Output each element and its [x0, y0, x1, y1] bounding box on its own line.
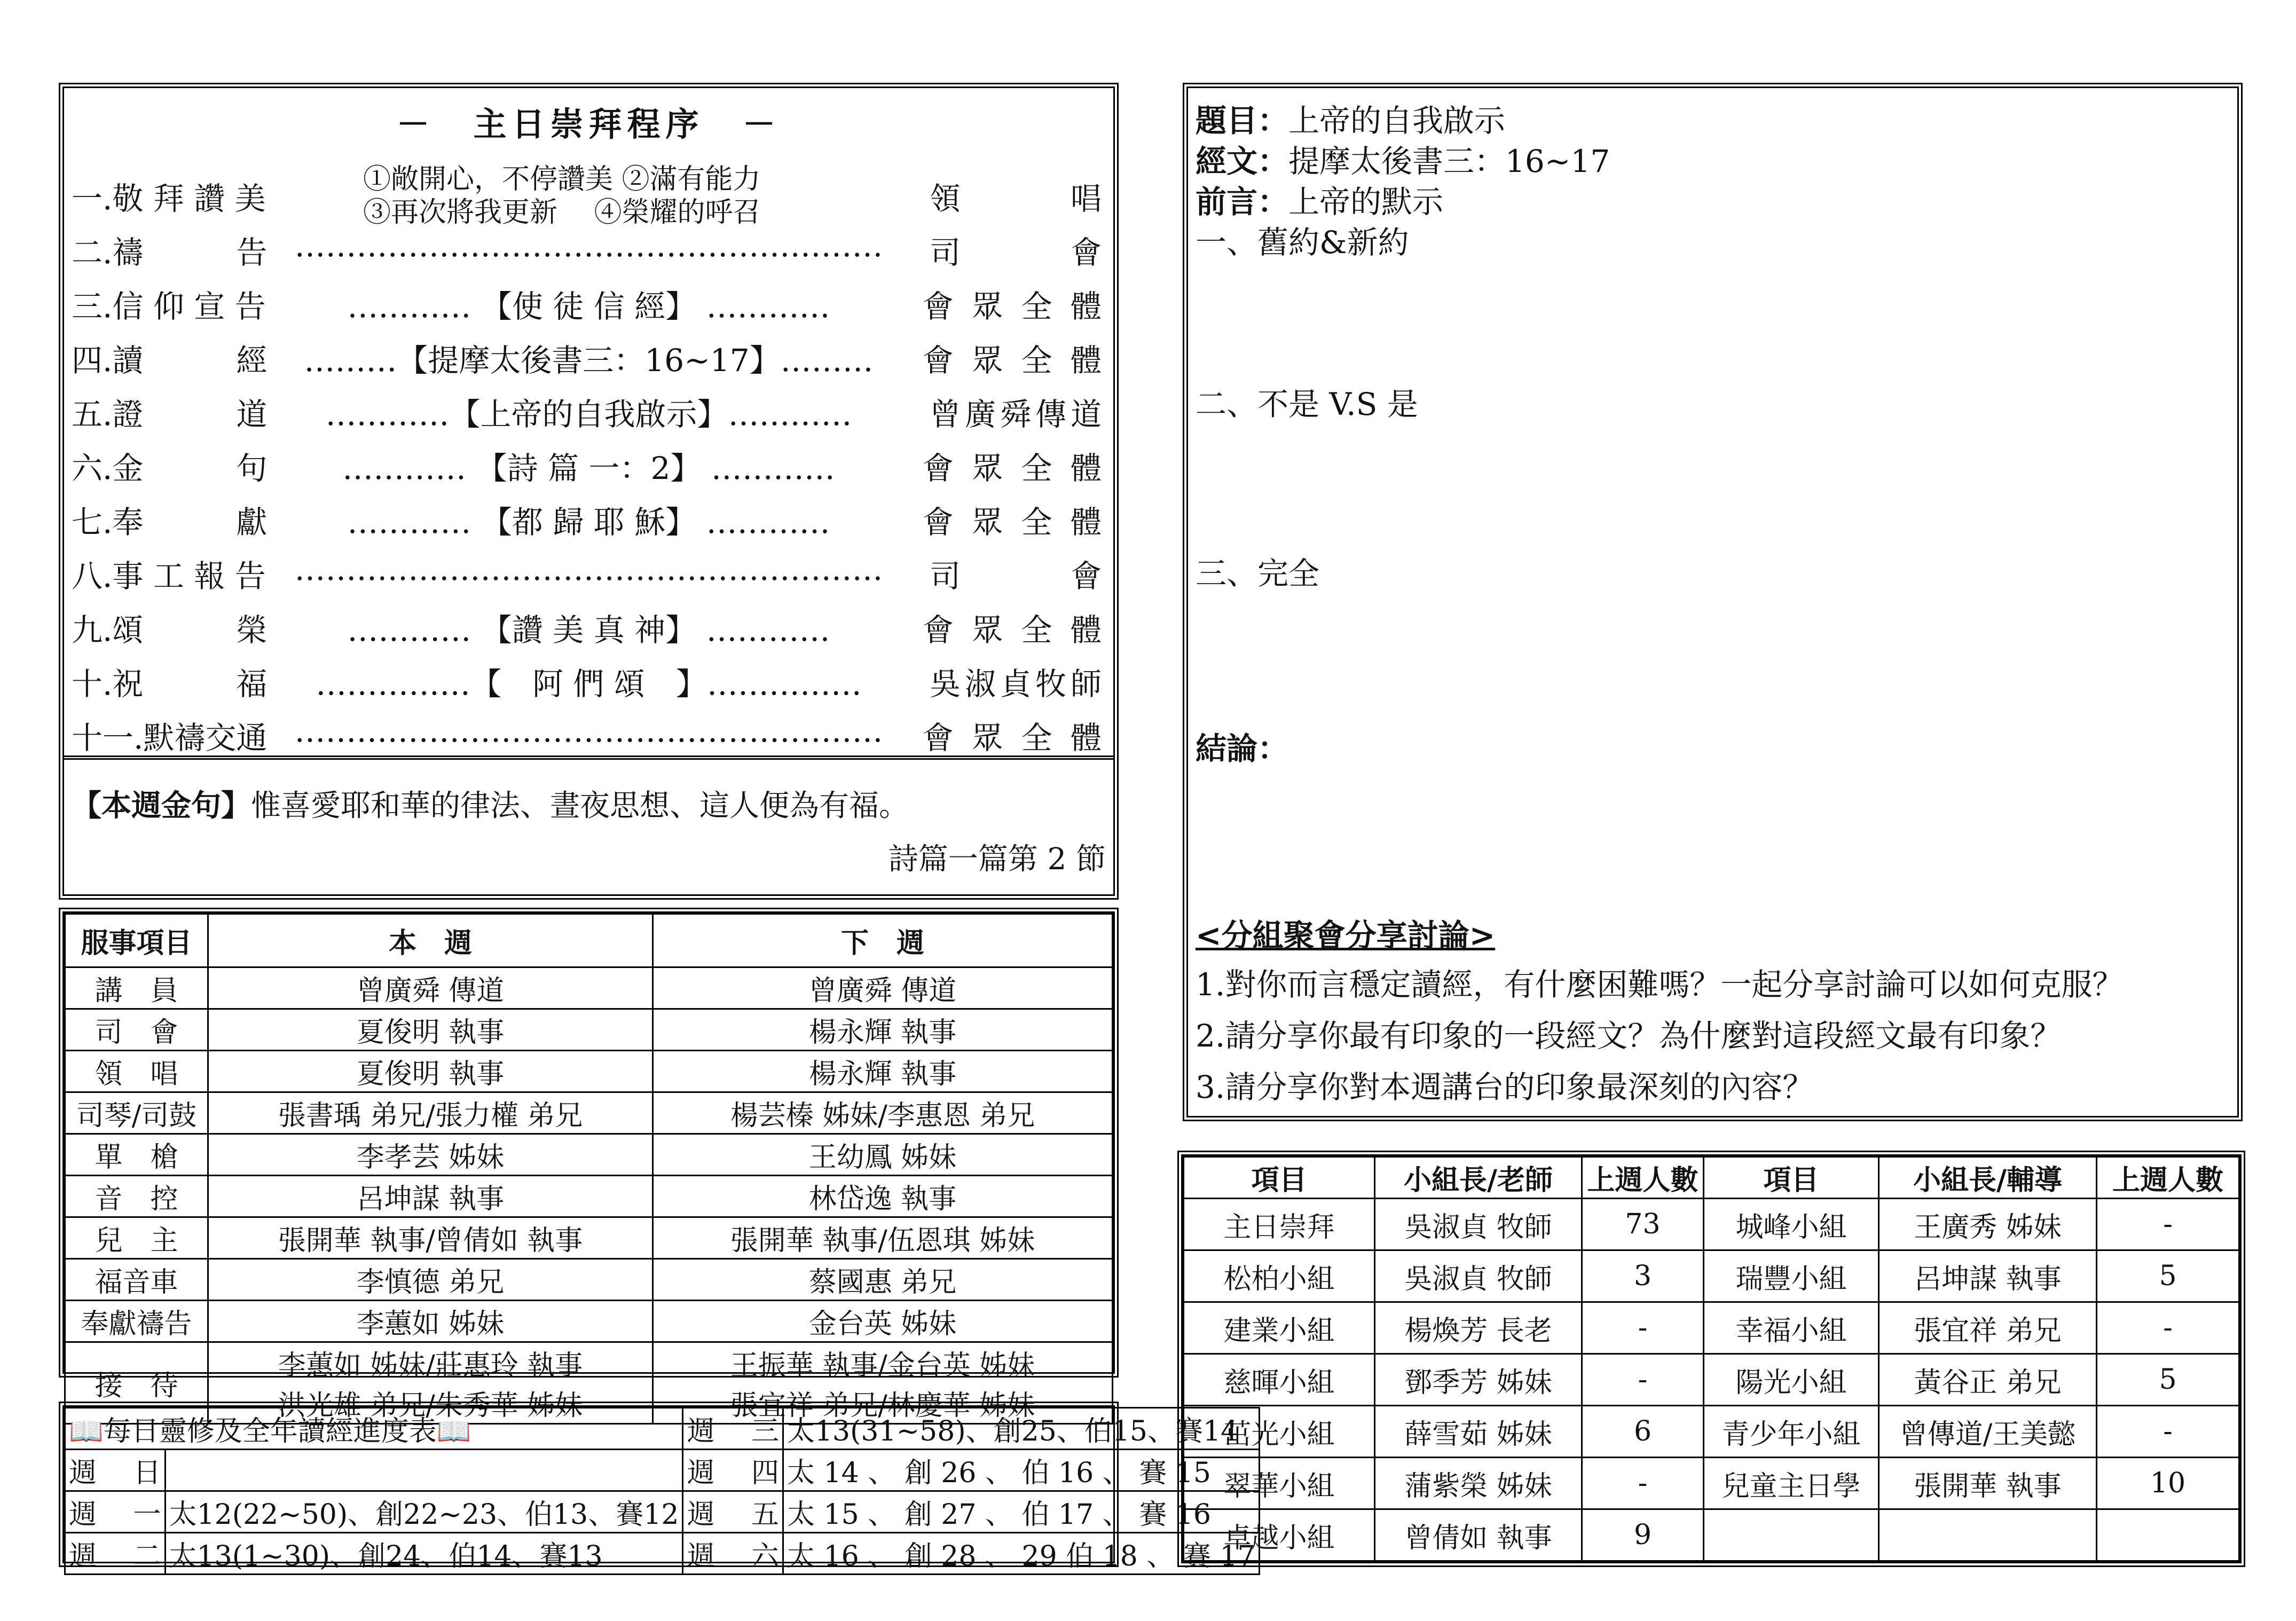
- group-name: [1704, 1509, 1879, 1561]
- sermon-topic-label: 題目：: [1196, 103, 1289, 139]
- group-leader: 吳淑貞 牧師: [1375, 1199, 1582, 1250]
- group-leader: 黃谷正 弟兄: [1879, 1354, 2097, 1406]
- sermon-intro: [1196, 177, 1443, 222]
- service-role: 單 槍: [65, 1134, 208, 1176]
- group-name: 幸福小組: [1704, 1302, 1879, 1354]
- program-item-leader: 會 眾 全 體: [922, 288, 1106, 325]
- group-attendance: -: [2097, 1302, 2239, 1354]
- group-name: 慈暉小組: [1184, 1354, 1375, 1406]
- program-row: [72, 551, 1106, 594]
- sermon-notes-box: [1183, 83, 2243, 1121]
- group-name: 松柏小組: [1184, 1250, 1375, 1302]
- service-next-week: 楊永輝 執事: [653, 1051, 1113, 1092]
- program-row: [72, 443, 1106, 486]
- program-item-detail: ………… 【讚 美 真 神】 …………: [347, 612, 830, 648]
- program-item-detail: ………… 【使 徒 信 經】 …………: [347, 288, 830, 325]
- weekly-verse-reference: 詩篇一篇第 2 節: [888, 842, 1106, 877]
- service-table: [64, 913, 1113, 1425]
- service-role: 福音車: [65, 1259, 208, 1301]
- program-item-detail: …………………………………………………: [294, 551, 883, 587]
- service-role: 司 會: [65, 1009, 208, 1051]
- program-item-name: 一.敬 拜 讚 美: [72, 180, 266, 217]
- program-item-name: 八.事 工 報 告: [72, 558, 266, 594]
- devotion-reading: 太 14 、 創 26 、 伯 16 、 賽 15: [783, 1450, 1259, 1491]
- service-this-week: 張書瑀 弟兄/張力權 弟兄: [208, 1092, 653, 1134]
- discussion-question-2: 2.請分享你最有印象的一段經文？為什麼對這段經文最有印象？: [1196, 1018, 2062, 1054]
- sermon-topic-text: 上帝的自我啟示: [1288, 103, 1506, 139]
- service-row: [65, 1009, 1113, 1051]
- group-leader: 呂坤謀 執事: [1879, 1250, 2097, 1302]
- program-row: [72, 335, 1106, 378]
- reception-name-line: 李蕙如 姊妹/莊惠玲 執事: [278, 1350, 583, 1382]
- devotion-reading: 太 15 、 創 27 、 伯 17 、 賽 16: [783, 1491, 1259, 1533]
- group-attendance: -: [1582, 1354, 1704, 1406]
- group-row: [1184, 1302, 2239, 1354]
- service-rows: [65, 967, 1113, 1424]
- service-role: 兒 主: [65, 1217, 208, 1259]
- group-row: [1184, 1509, 2239, 1561]
- program-title: － 主日崇拜程序 －: [396, 105, 781, 144]
- program-item-leader: 司 會: [929, 558, 1106, 594]
- program-item-name: 四.讀 經: [72, 342, 268, 379]
- program-row: [72, 389, 1106, 432]
- group-header: 上週人數: [1582, 1157, 1704, 1199]
- service-next-week: 曾廣舜 傳道: [653, 967, 1113, 1009]
- group-leader: 曾傳道/王美懿: [1879, 1406, 2097, 1458]
- devotion-reading: 太13(1~30)、創24、伯14、賽13: [165, 1533, 683, 1575]
- service-next-week: 林岱逸 執事: [653, 1176, 1113, 1217]
- group-leader: 吳淑貞 牧師: [1375, 1250, 1582, 1302]
- group-leader: 楊煥芳 長老: [1375, 1302, 1582, 1354]
- program-item-leader: 會 眾 全 體: [922, 504, 1106, 540]
- service-header-item: 服事項目: [65, 914, 208, 967]
- discussion-question-3: 3.請分享你對本週講台的印象最深刻的內容？: [1196, 1069, 1814, 1105]
- group-rows: [1184, 1199, 2239, 1561]
- program-item-detail: ……………【 阿 們 頌 】……………: [316, 666, 862, 702]
- group-name: 建業小組: [1184, 1302, 1375, 1354]
- sermon-topic: [1196, 96, 1505, 140]
- group-attendance: -: [2097, 1199, 2239, 1250]
- sermon-point-2: 二、不是 V.S 是: [1196, 386, 1418, 422]
- verse-divider: [64, 756, 1113, 760]
- group-header: 小組長/輔導: [1879, 1157, 2097, 1199]
- program-item-name: 十.祝 福: [72, 666, 268, 702]
- weekly-verse: [72, 782, 909, 825]
- sermon-point-3: 三、完全: [1196, 555, 1320, 592]
- sermon-scripture-label: 經文：: [1196, 143, 1289, 179]
- hymn-list-line-2: ③再次將我更新 ④榮耀的呼召: [363, 196, 761, 229]
- program-item-name: 七.奉 獻: [72, 504, 268, 540]
- devotion-table: [64, 1407, 1260, 1575]
- service-next-week: 楊芸榛 姊妹/李惠恩 弟兄: [653, 1092, 1113, 1134]
- service-this-week: 張開華 執事/曾倩如 執事: [208, 1217, 653, 1259]
- service-row: [65, 967, 1113, 1009]
- program-item-leader: 會 眾 全 體: [922, 720, 1106, 756]
- book-icon-left: 📖: [69, 1415, 104, 1447]
- group-attendance: -: [2097, 1406, 2239, 1458]
- service-role: 奉獻禱告: [65, 1301, 208, 1342]
- service-row: [65, 1217, 1113, 1259]
- program-item-detail: ………… 【都 歸 耶 穌】 …………: [347, 504, 830, 540]
- group-row: [1184, 1250, 2239, 1302]
- sermon-point-1: 一、舊約&新約: [1196, 224, 1409, 261]
- group-attendance: 10: [2097, 1458, 2239, 1509]
- program-item-leader: 曾廣舜傳道: [929, 396, 1106, 432]
- group-name: 茁光小組: [1184, 1406, 1375, 1458]
- service-role: 司琴/司鼓: [65, 1092, 208, 1134]
- program-item-name: 十一.默禱交通: [72, 720, 268, 756]
- service-this-week: 曾廣舜 傳道: [208, 967, 653, 1009]
- program-row: [72, 497, 1106, 540]
- program-row: [72, 605, 1106, 648]
- discussion-title: <分組聚會分享討論>: [1196, 917, 1496, 954]
- group-header: 項目: [1184, 1157, 1375, 1199]
- service-role: 音 控: [65, 1176, 208, 1217]
- program-item-name: 二.禱 告: [72, 234, 268, 271]
- program-item-name: 六.金 句: [72, 450, 268, 486]
- group-leader: 薛雪茹 姊妹: [1375, 1406, 1582, 1458]
- service-this-week: 夏俊明 執事: [208, 1009, 653, 1051]
- devotion-reading: 太12(22~50)、創22~23、伯13、賽12: [165, 1491, 683, 1533]
- service-row: [65, 1301, 1113, 1342]
- devotion-day: 週 二: [65, 1533, 166, 1575]
- program-item-leader: 會 眾 全 體: [922, 612, 1106, 648]
- book-icon-right: 📖: [436, 1415, 471, 1447]
- reception-name-line: 張宜祥 弟兄/林慶華 姊妹: [730, 1390, 1035, 1422]
- sermon-intro-label: 前言：: [1196, 184, 1289, 220]
- program-item-leader: 司 會: [929, 234, 1106, 271]
- service-row: [65, 1092, 1113, 1134]
- program-item-detail: ………… 【詩 篇 一：2】 …………: [342, 450, 835, 486]
- program-item-leader: 領 唱: [929, 180, 1106, 217]
- reception-name-line: 王振華 執事/金台英 姊妹: [730, 1350, 1035, 1382]
- group-attendance: -: [1582, 1302, 1704, 1354]
- program-item-leader: 會 眾 全 體: [922, 342, 1106, 379]
- group-row: [1184, 1458, 2239, 1509]
- group-attendance: 5: [2097, 1354, 2239, 1406]
- service-next-week: 蔡國惠 弟兄: [653, 1259, 1113, 1301]
- program-item-detail: …………………………………………………: [294, 713, 883, 749]
- service-header-this-week: 本 週: [208, 914, 653, 967]
- group-name: 城峰小組: [1704, 1199, 1879, 1250]
- program-item-name: 五.證 道: [72, 396, 268, 432]
- devotion-reading: 太 16 、 創 28 、 29 伯 18 、 賽 17: [783, 1533, 1259, 1575]
- group-attendance-box: [1177, 1151, 2245, 1567]
- program-row: [72, 281, 1106, 324]
- group-row: [1184, 1406, 2239, 1458]
- group-name: 主日崇拜: [1184, 1199, 1375, 1250]
- service-next-week: 張開華 執事/伍恩琪 姊妹: [653, 1217, 1113, 1259]
- group-attendance: 3: [1582, 1250, 1704, 1302]
- service-role: 講 員: [65, 967, 208, 1009]
- group-name: 卓越小組: [1184, 1509, 1375, 1561]
- service-row: [65, 1051, 1113, 1092]
- group-attendance: [2097, 1509, 2239, 1561]
- group-attendance: -: [1582, 1458, 1704, 1509]
- group-name: 瑞豐小組: [1704, 1250, 1879, 1302]
- sermon-scripture-text: 提摩太後書三：16~17: [1288, 143, 1610, 179]
- devotion-day: 週 四: [683, 1450, 783, 1491]
- devotion-day: 週 一: [65, 1491, 166, 1533]
- service-this-week: 夏俊明 執事: [208, 1051, 653, 1092]
- devotion-day: 週 六: [683, 1533, 783, 1575]
- service-schedule-box: [59, 908, 1119, 1422]
- reception-name-line: 洪光雄 弟兄/朱秀華 姊妹: [278, 1390, 583, 1422]
- group-leader: 曾倩如 執事: [1375, 1509, 1582, 1561]
- devotion-reading: 太13(31~58)、創25、伯15、賽14: [783, 1408, 1259, 1450]
- group-table: [1183, 1156, 2240, 1562]
- program-row: [72, 713, 1106, 756]
- group-name: 翠華小組: [1184, 1458, 1375, 1509]
- group-header: 小組長/老師: [1375, 1157, 1582, 1199]
- service-this-week: 李慎德 弟兄: [208, 1259, 653, 1301]
- group-row: [1184, 1354, 2239, 1406]
- group-name: 青少年小組: [1704, 1406, 1879, 1458]
- sermon-intro-text: 上帝的默示: [1288, 184, 1444, 220]
- group-row: [1184, 1199, 2239, 1250]
- sermon-conclusion: 結論：: [1196, 730, 1289, 767]
- sermon-scripture: [1196, 136, 1610, 181]
- service-this-week: 李蕙如 姊妹: [208, 1301, 653, 1342]
- devotion-schedule-box: [59, 1402, 1255, 1572]
- service-header-next-week: 下 週: [653, 914, 1113, 967]
- service-role: 領 唱: [65, 1051, 208, 1092]
- program-item-name: 三.信 仰 宣 告: [72, 288, 266, 325]
- group-attendance: 73: [1582, 1199, 1704, 1250]
- program-row: [72, 659, 1106, 702]
- weekly-verse-text: 惟喜愛耶和華的律法、晝夜思想、這人便為有福。: [251, 789, 909, 823]
- program-row: [72, 227, 1106, 270]
- devotion-reading: [165, 1450, 683, 1491]
- program-item-leader: 會 眾 全 體: [922, 450, 1106, 486]
- worship-program-box: [59, 83, 1119, 900]
- service-next-week: 金台英 姊妹: [653, 1301, 1113, 1342]
- group-leader: 張開華 執事: [1879, 1458, 2097, 1509]
- service-row: [65, 1134, 1113, 1176]
- weekly-verse-label: 【本週金句】: [72, 788, 251, 823]
- service-next-week: 楊永輝 執事: [653, 1009, 1113, 1051]
- group-leader: 王廣秀 姊妹: [1879, 1199, 2097, 1250]
- group-attendance: 9: [1582, 1509, 1704, 1561]
- group-attendance: 6: [1582, 1406, 1704, 1458]
- group-name: 陽光小組: [1704, 1354, 1879, 1406]
- service-row: [65, 1259, 1113, 1301]
- devotion-day: 週 三: [683, 1408, 783, 1450]
- service-next-week: 王幼鳳 姊妹: [653, 1134, 1113, 1176]
- program-row: [72, 174, 1106, 216]
- program-item-name: 九.頌 榮: [72, 612, 268, 648]
- service-row: [65, 1176, 1113, 1217]
- program-item-leader: 吳淑貞牧師: [929, 666, 1106, 702]
- service-this-week: 呂坤謀 執事: [208, 1176, 653, 1217]
- devotion-day: 週 日: [65, 1450, 166, 1491]
- devotion-title: 每日靈修及全年讀經進度表: [103, 1415, 437, 1447]
- group-leader: 蒲紫榮 姊妹: [1375, 1458, 1582, 1509]
- group-header: 項目: [1704, 1157, 1879, 1199]
- group-header: 上週人數: [2097, 1157, 2239, 1199]
- discussion-question-1: 1.對你而言穩定讀經，有什麼困難嗎？一起分享討論可以如何克服？: [1196, 966, 2124, 1003]
- group-attendance: 5: [2097, 1250, 2239, 1302]
- group-name: 兒童主日學: [1704, 1458, 1879, 1509]
- devotion-day: 週 五: [683, 1491, 783, 1533]
- group-leader: [1879, 1509, 2097, 1561]
- program-item-detail: …………………………………………………: [294, 227, 883, 264]
- program-item-detail: ………【提摩太後書三：16~17】………: [304, 342, 874, 379]
- devotion-title-cell: [65, 1408, 683, 1450]
- group-leader: 張宜祥 弟兄: [1879, 1302, 2097, 1354]
- program-item-detail: …………【上帝的自我啟示】…………: [325, 396, 852, 432]
- group-leader: 鄧季芳 姊妹: [1375, 1354, 1582, 1406]
- hymn-list-line-1: ①敞開心，不停讚美 ②滿有能力: [363, 163, 761, 195]
- service-role: 接 待: [65, 1342, 208, 1424]
- service-this-week: 李孝芸 姊妹: [208, 1134, 653, 1176]
